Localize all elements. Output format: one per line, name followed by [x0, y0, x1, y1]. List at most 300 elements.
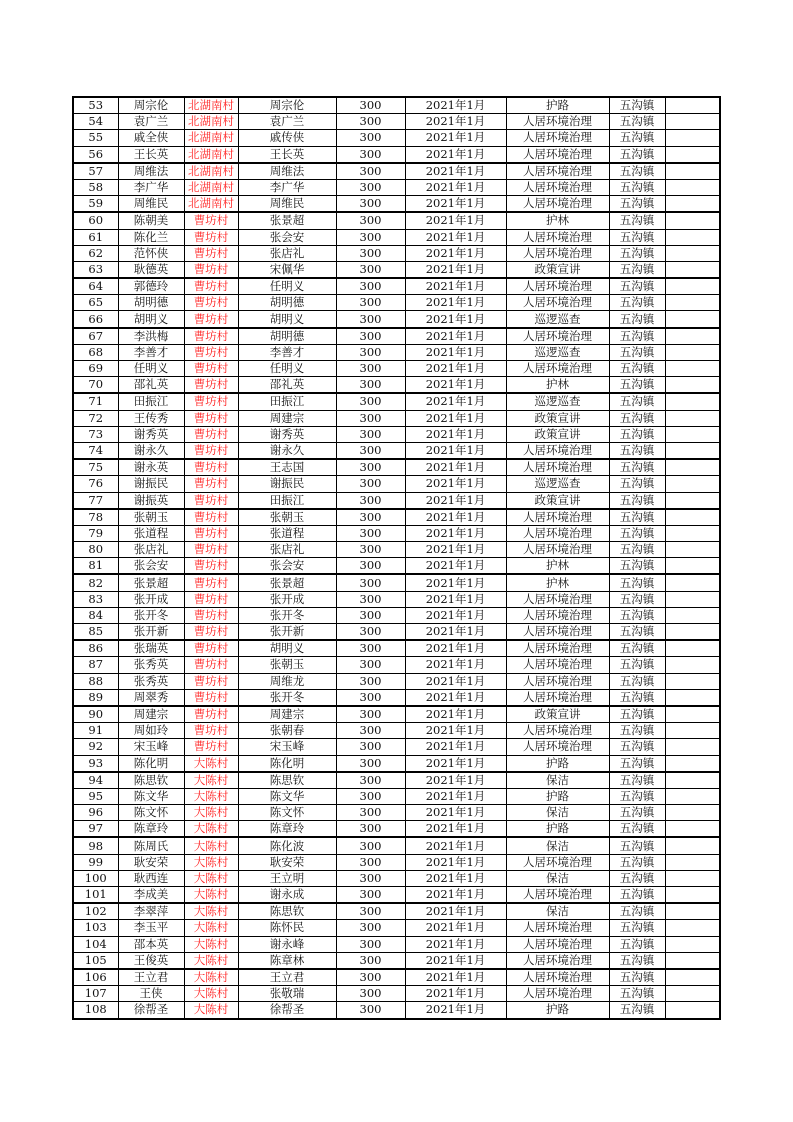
job-type-cell: 人居环境治理	[506, 986, 609, 1002]
table-row	[73, 114, 720, 130]
job-type-cell: 人居环境治理	[506, 723, 609, 739]
table-row	[73, 920, 720, 936]
payee-name-cell: 张景超	[238, 212, 336, 229]
month-cell: 2021年1月	[405, 772, 506, 789]
person-name-cell: 邵本英	[118, 936, 184, 952]
job-type-cell: 保洁	[506, 870, 609, 886]
person-name-cell: 宋玉峰	[118, 739, 184, 755]
note-cell	[665, 952, 720, 969]
row-number-cell: 86	[73, 640, 118, 657]
amount-cell: 300	[336, 887, 405, 904]
amount-cell: 300	[336, 788, 405, 804]
person-name-cell: 王传秀	[118, 410, 184, 426]
job-type-cell: 人居环境治理	[506, 196, 609, 213]
person-name-cell: 谢永久	[118, 442, 184, 459]
town-cell: 五沟镇	[609, 887, 665, 904]
month-cell: 2021年1月	[405, 476, 506, 492]
person-name-cell: 周建宗	[118, 706, 184, 723]
town-cell: 五沟镇	[609, 574, 665, 591]
amount-cell: 300	[336, 673, 405, 689]
note-cell	[665, 509, 720, 526]
payee-name-cell: 谢振民	[238, 476, 336, 492]
job-type-cell: 人居环境治理	[506, 624, 609, 641]
job-type-cell: 护路	[506, 821, 609, 838]
month-cell: 2021年1月	[405, 591, 506, 607]
town-cell: 五沟镇	[609, 476, 665, 492]
table-row	[73, 936, 720, 952]
amount-cell: 300	[336, 212, 405, 229]
payee-name-cell: 张店礼	[238, 542, 336, 558]
note-cell	[665, 261, 720, 278]
table-row	[73, 723, 720, 739]
town-cell: 五沟镇	[609, 410, 665, 426]
amount-cell: 300	[336, 936, 405, 952]
job-type-cell: 政策宣讲	[506, 706, 609, 723]
note-cell	[665, 1002, 720, 1019]
village-cell: 曹坊村	[184, 361, 238, 377]
job-type-cell: 政策宣讲	[506, 410, 609, 426]
job-type-cell: 政策宣讲	[506, 261, 609, 278]
village-cell: 曹坊村	[184, 607, 238, 623]
job-type-cell: 保洁	[506, 805, 609, 821]
town-cell: 五沟镇	[609, 245, 665, 261]
amount-cell: 300	[336, 426, 405, 442]
table-row	[73, 163, 720, 180]
town-cell: 五沟镇	[609, 163, 665, 180]
month-cell: 2021年1月	[405, 920, 506, 936]
note-cell	[665, 377, 720, 394]
table-row	[73, 509, 720, 526]
amount-cell: 300	[336, 870, 405, 886]
note-cell	[665, 821, 720, 838]
row-number-cell: 85	[73, 624, 118, 641]
village-cell: 曹坊村	[184, 640, 238, 657]
amount-cell: 300	[336, 624, 405, 641]
village-cell: 曹坊村	[184, 689, 238, 706]
note-cell	[665, 903, 720, 920]
job-type-cell: 人居环境治理	[506, 952, 609, 969]
note-cell	[665, 986, 720, 1002]
town-cell: 五沟镇	[609, 130, 665, 146]
village-cell: 曹坊村	[184, 509, 238, 526]
table-row	[73, 952, 720, 969]
note-cell	[665, 607, 720, 623]
month-cell: 2021年1月	[405, 278, 506, 295]
month-cell: 2021年1月	[405, 952, 506, 969]
village-cell: 曹坊村	[184, 723, 238, 739]
month-cell: 2021年1月	[405, 328, 506, 345]
town-cell: 五沟镇	[609, 673, 665, 689]
month-cell: 2021年1月	[405, 509, 506, 526]
town-cell: 五沟镇	[609, 805, 665, 821]
village-cell: 大陈村	[184, 755, 238, 772]
person-name-cell: 王立君	[118, 969, 184, 986]
job-type-cell: 人居环境治理	[506, 179, 609, 195]
payee-name-cell: 周宗伦	[238, 97, 336, 114]
note-cell	[665, 311, 720, 328]
table-row	[73, 903, 720, 920]
row-number-cell: 107	[73, 986, 118, 1002]
amount-cell: 300	[336, 969, 405, 986]
town-cell: 五沟镇	[609, 821, 665, 838]
town-cell: 五沟镇	[609, 393, 665, 410]
row-number-cell: 73	[73, 426, 118, 442]
note-cell	[665, 624, 720, 641]
town-cell: 五沟镇	[609, 772, 665, 789]
person-name-cell: 王俊英	[118, 952, 184, 969]
job-type-cell: 人居环境治理	[506, 146, 609, 163]
table-row	[73, 969, 720, 986]
month-cell: 2021年1月	[405, 311, 506, 328]
town-cell: 五沟镇	[609, 903, 665, 920]
job-type-cell: 人居环境治理	[506, 525, 609, 541]
payee-name-cell: 谢秀英	[238, 426, 336, 442]
row-number-cell: 89	[73, 689, 118, 706]
amount-cell: 300	[336, 261, 405, 278]
person-name-cell: 范怀侠	[118, 245, 184, 261]
person-name-cell: 李成美	[118, 887, 184, 904]
amount-cell: 300	[336, 476, 405, 492]
payee-name-cell: 张开冬	[238, 689, 336, 706]
town-cell: 五沟镇	[609, 837, 665, 854]
amount-cell: 300	[336, 542, 405, 558]
month-cell: 2021年1月	[405, 837, 506, 854]
payee-name-cell: 张景超	[238, 574, 336, 591]
table-row	[73, 410, 720, 426]
job-type-cell: 人居环境治理	[506, 739, 609, 755]
job-type-cell: 护林	[506, 558, 609, 575]
amount-cell: 300	[336, 640, 405, 657]
payee-name-cell: 张开成	[238, 591, 336, 607]
town-cell: 五沟镇	[609, 591, 665, 607]
amount-cell: 300	[336, 574, 405, 591]
person-name-cell: 张道程	[118, 525, 184, 541]
month-cell: 2021年1月	[405, 542, 506, 558]
month-cell: 2021年1月	[405, 410, 506, 426]
payee-name-cell: 张会安	[238, 229, 336, 245]
note-cell	[665, 278, 720, 295]
table-row	[73, 442, 720, 459]
table-row	[73, 821, 720, 838]
payee-name-cell: 袁广兰	[238, 114, 336, 130]
person-name-cell: 陈文怀	[118, 805, 184, 821]
village-cell: 曹坊村	[184, 393, 238, 410]
job-type-cell: 人居环境治理	[506, 920, 609, 936]
note-cell	[665, 426, 720, 442]
payee-name-cell: 胡明德	[238, 295, 336, 311]
note-cell	[665, 525, 720, 541]
table-row	[73, 739, 720, 755]
payee-name-cell: 王立明	[238, 870, 336, 886]
note-cell	[665, 229, 720, 245]
village-cell: 曹坊村	[184, 459, 238, 476]
month-cell: 2021年1月	[405, 854, 506, 870]
job-type-cell: 保洁	[506, 837, 609, 854]
village-cell: 大陈村	[184, 936, 238, 952]
person-name-cell: 李善才	[118, 344, 184, 360]
row-number-cell: 55	[73, 130, 118, 146]
amount-cell: 300	[336, 837, 405, 854]
table-row	[73, 1002, 720, 1019]
job-type-cell: 保洁	[506, 772, 609, 789]
person-name-cell: 张开新	[118, 624, 184, 641]
payee-name-cell: 陈怀民	[238, 920, 336, 936]
amount-cell: 300	[336, 805, 405, 821]
note-cell	[665, 442, 720, 459]
town-cell: 五沟镇	[609, 196, 665, 213]
table-row	[73, 393, 720, 410]
note-cell	[665, 673, 720, 689]
month-cell: 2021年1月	[405, 97, 506, 114]
amount-cell: 300	[336, 179, 405, 195]
job-type-cell: 保洁	[506, 903, 609, 920]
note-cell	[665, 459, 720, 476]
village-cell: 曹坊村	[184, 377, 238, 394]
month-cell: 2021年1月	[405, 442, 506, 459]
job-type-cell: 政策宣讲	[506, 492, 609, 509]
town-cell: 五沟镇	[609, 920, 665, 936]
person-name-cell: 陈朝美	[118, 212, 184, 229]
town-cell: 五沟镇	[609, 952, 665, 969]
village-cell: 北湖南村	[184, 146, 238, 163]
payee-name-cell: 谢永久	[238, 442, 336, 459]
village-cell: 曹坊村	[184, 245, 238, 261]
payee-name-cell: 胡明义	[238, 640, 336, 657]
village-cell: 大陈村	[184, 854, 238, 870]
month-cell: 2021年1月	[405, 344, 506, 360]
town-cell: 五沟镇	[609, 278, 665, 295]
payee-name-cell: 陈文怀	[238, 805, 336, 821]
payee-name-cell: 张道程	[238, 525, 336, 541]
town-cell: 五沟镇	[609, 311, 665, 328]
row-number-cell: 93	[73, 755, 118, 772]
amount-cell: 300	[336, 657, 405, 673]
job-type-cell: 人居环境治理	[506, 591, 609, 607]
note-cell	[665, 591, 720, 607]
amount-cell: 300	[336, 739, 405, 755]
row-number-cell: 104	[73, 936, 118, 952]
note-cell	[665, 772, 720, 789]
person-name-cell: 周如玲	[118, 723, 184, 739]
person-name-cell: 郭德玲	[118, 278, 184, 295]
town-cell: 五沟镇	[609, 870, 665, 886]
row-number-cell: 95	[73, 788, 118, 804]
payee-name-cell: 宋玉峰	[238, 739, 336, 755]
village-cell: 大陈村	[184, 821, 238, 838]
table-row	[73, 558, 720, 575]
amount-cell: 300	[336, 311, 405, 328]
table-row	[73, 97, 720, 114]
note-cell	[665, 163, 720, 180]
note-cell	[665, 130, 720, 146]
note-cell	[665, 969, 720, 986]
job-type-cell: 人居环境治理	[506, 673, 609, 689]
town-cell: 五沟镇	[609, 854, 665, 870]
table-row	[73, 459, 720, 476]
person-name-cell: 谢振英	[118, 492, 184, 509]
job-type-cell: 人居环境治理	[506, 442, 609, 459]
village-cell: 曹坊村	[184, 673, 238, 689]
person-name-cell: 陈章玲	[118, 821, 184, 838]
month-cell: 2021年1月	[405, 723, 506, 739]
table-row	[73, 887, 720, 904]
village-cell: 大陈村	[184, 952, 238, 969]
row-number-cell: 68	[73, 344, 118, 360]
person-name-cell: 张朝玉	[118, 509, 184, 526]
row-number-cell: 99	[73, 854, 118, 870]
month-cell: 2021年1月	[405, 640, 506, 657]
payee-name-cell: 陈化波	[238, 837, 336, 854]
town-cell: 五沟镇	[609, 261, 665, 278]
amount-cell: 300	[336, 344, 405, 360]
row-number-cell: 62	[73, 245, 118, 261]
note-cell	[665, 788, 720, 804]
payee-name-cell: 周维法	[238, 163, 336, 180]
town-cell: 五沟镇	[609, 1002, 665, 1019]
person-name-cell: 陈周氏	[118, 837, 184, 854]
table-row	[73, 591, 720, 607]
village-cell: 北湖南村	[184, 196, 238, 213]
note-cell	[665, 854, 720, 870]
job-type-cell: 护林	[506, 212, 609, 229]
amount-cell: 300	[336, 229, 405, 245]
person-name-cell: 李翠萍	[118, 903, 184, 920]
job-type-cell: 巡逻巡查	[506, 393, 609, 410]
month-cell: 2021年1月	[405, 426, 506, 442]
town-cell: 五沟镇	[609, 114, 665, 130]
person-name-cell: 张景超	[118, 574, 184, 591]
person-name-cell: 袁广兰	[118, 114, 184, 130]
month-cell: 2021年1月	[405, 739, 506, 755]
month-cell: 2021年1月	[405, 673, 506, 689]
month-cell: 2021年1月	[405, 689, 506, 706]
town-cell: 五沟镇	[609, 542, 665, 558]
month-cell: 2021年1月	[405, 525, 506, 541]
table-row	[73, 788, 720, 804]
person-name-cell: 周维民	[118, 196, 184, 213]
person-name-cell: 王长英	[118, 146, 184, 163]
village-cell: 曹坊村	[184, 476, 238, 492]
note-cell	[665, 328, 720, 345]
village-cell: 北湖南村	[184, 114, 238, 130]
table-row	[73, 986, 720, 1002]
job-type-cell: 人居环境治理	[506, 295, 609, 311]
table-row	[73, 640, 720, 657]
person-name-cell: 张会安	[118, 558, 184, 575]
person-name-cell: 谢振民	[118, 476, 184, 492]
month-cell: 2021年1月	[405, 114, 506, 130]
village-cell: 曹坊村	[184, 558, 238, 575]
job-type-cell: 人居环境治理	[506, 509, 609, 526]
table-row	[73, 130, 720, 146]
person-name-cell: 李广华	[118, 179, 184, 195]
amount-cell: 300	[336, 920, 405, 936]
payee-name-cell: 陈思钦	[238, 772, 336, 789]
row-number-cell: 66	[73, 311, 118, 328]
person-name-cell: 耿安荣	[118, 854, 184, 870]
month-cell: 2021年1月	[405, 179, 506, 195]
village-cell: 曹坊村	[184, 657, 238, 673]
amount-cell: 300	[336, 952, 405, 969]
row-number-cell: 56	[73, 146, 118, 163]
town-cell: 五沟镇	[609, 344, 665, 360]
note-cell	[665, 870, 720, 886]
village-cell: 曹坊村	[184, 591, 238, 607]
town-cell: 五沟镇	[609, 657, 665, 673]
month-cell: 2021年1月	[405, 163, 506, 180]
row-number-cell: 76	[73, 476, 118, 492]
payee-name-cell: 宋佩华	[238, 261, 336, 278]
note-cell	[665, 114, 720, 130]
note-cell	[665, 196, 720, 213]
note-cell	[665, 805, 720, 821]
village-cell: 大陈村	[184, 870, 238, 886]
payee-name-cell: 戚传侠	[238, 130, 336, 146]
month-cell: 2021年1月	[405, 986, 506, 1002]
amount-cell: 300	[336, 492, 405, 509]
job-type-cell: 政策宣讲	[506, 426, 609, 442]
month-cell: 2021年1月	[405, 558, 506, 575]
village-cell: 北湖南村	[184, 97, 238, 114]
month-cell: 2021年1月	[405, 212, 506, 229]
payee-name-cell: 王长英	[238, 146, 336, 163]
amount-cell: 300	[336, 146, 405, 163]
month-cell: 2021年1月	[405, 295, 506, 311]
payee-name-cell: 陈化明	[238, 755, 336, 772]
table-row	[73, 295, 720, 311]
village-cell: 大陈村	[184, 920, 238, 936]
town-cell: 五沟镇	[609, 936, 665, 952]
village-cell: 曹坊村	[184, 295, 238, 311]
note-cell	[665, 212, 720, 229]
village-cell: 曹坊村	[184, 442, 238, 459]
job-type-cell: 人居环境治理	[506, 542, 609, 558]
village-cell: 大陈村	[184, 969, 238, 986]
note-cell	[665, 755, 720, 772]
row-number-cell: 84	[73, 607, 118, 623]
job-type-cell: 人居环境治理	[506, 114, 609, 130]
amount-cell: 300	[336, 723, 405, 739]
town-cell: 五沟镇	[609, 377, 665, 394]
note-cell	[665, 706, 720, 723]
village-cell: 曹坊村	[184, 542, 238, 558]
row-number-cell: 105	[73, 952, 118, 969]
row-number-cell: 65	[73, 295, 118, 311]
note-cell	[665, 492, 720, 509]
town-cell: 五沟镇	[609, 179, 665, 195]
table-row	[73, 574, 720, 591]
note-cell	[665, 920, 720, 936]
table-row	[73, 179, 720, 195]
row-number-cell: 96	[73, 805, 118, 821]
town-cell: 五沟镇	[609, 212, 665, 229]
month-cell: 2021年1月	[405, 393, 506, 410]
village-cell: 曹坊村	[184, 525, 238, 541]
payee-name-cell: 张朝春	[238, 723, 336, 739]
town-cell: 五沟镇	[609, 755, 665, 772]
job-type-cell: 人居环境治理	[506, 229, 609, 245]
payee-name-cell: 周维民	[238, 196, 336, 213]
job-type-cell: 巡逻巡查	[506, 311, 609, 328]
person-name-cell: 张开成	[118, 591, 184, 607]
note-cell	[665, 476, 720, 492]
month-cell: 2021年1月	[405, 492, 506, 509]
village-cell: 大陈村	[184, 788, 238, 804]
person-name-cell: 任明义	[118, 361, 184, 377]
note-cell	[665, 723, 720, 739]
amount-cell: 300	[336, 607, 405, 623]
person-name-cell: 戚全侠	[118, 130, 184, 146]
